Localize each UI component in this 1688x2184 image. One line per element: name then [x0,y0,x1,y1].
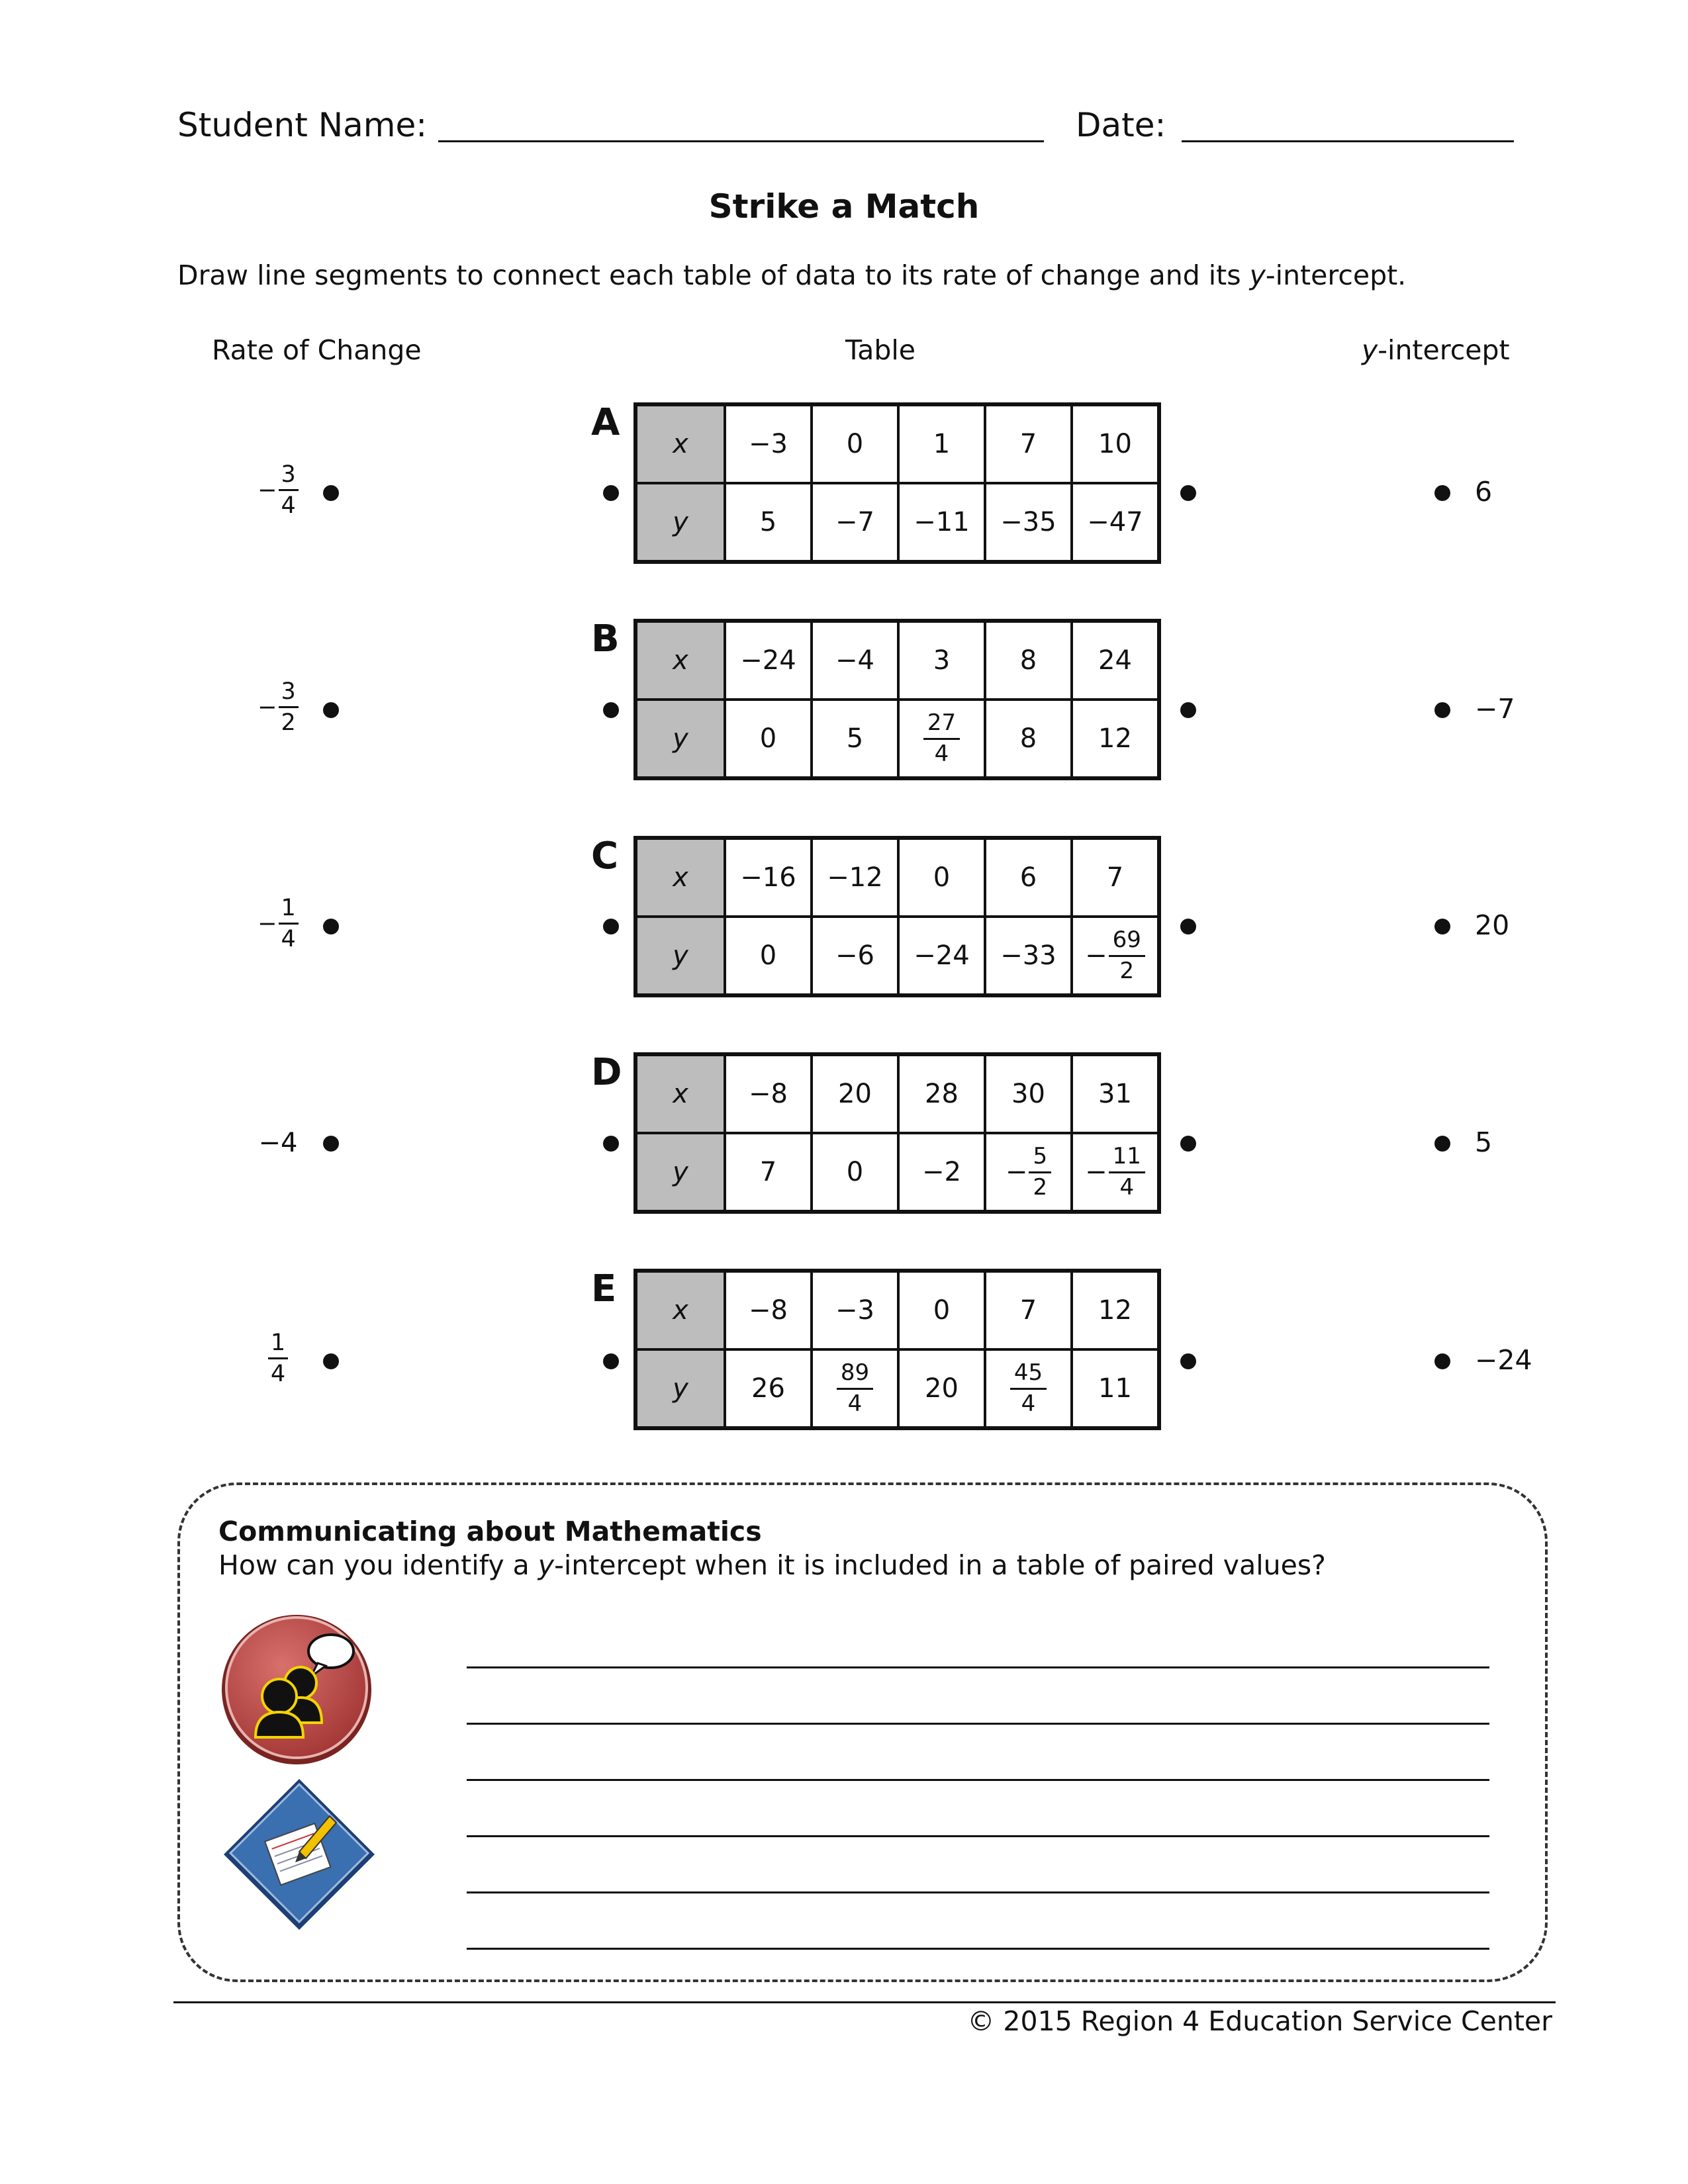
x-header-cell: x [635,404,725,483]
x-header-cell: x [635,838,725,917]
table-cell: −47 [1072,483,1159,562]
table-cell: −24 [898,917,985,995]
rate-of-change-value: − $\frac{3}{2}$ [245,678,311,737]
table-cell: 5 [725,483,812,562]
table-cell: −3 [725,404,812,483]
rate-of-change-value: − $\frac{3}{4}$ [245,461,311,520]
table-cell: −8 [725,1271,812,1349]
table-cell: 24 [1072,621,1159,700]
table-cell: $\frac{45}{4}$ [985,1349,1072,1428]
table-cell: −4 [812,621,898,700]
y-row [635,917,1159,995]
y-row [635,1349,1159,1428]
data-table [633,1052,1161,1214]
table-left-dot[interactable] [603,1136,619,1152]
table-cell: 7 [1072,838,1159,917]
table-cell: − $\frac{11}{4}$ [1072,1133,1159,1212]
answer-line-1[interactable] [467,1666,1489,1668]
y-header-cell: y [635,1349,725,1428]
y-row [635,483,1159,562]
table-cell: 3 [898,621,985,700]
rate-dot[interactable] [323,919,339,934]
communicating-title: Communicating about Mathematics [218,1516,762,1547]
rate-column-header: Rate of Change [212,334,422,366]
table-cell: − $\frac{69}{2}$ [1072,917,1159,995]
date-line[interactable] [1182,140,1514,142]
table-cell: 20 [812,1054,898,1133]
table-right-dot[interactable] [1180,1136,1196,1152]
instructions: Draw line segments to connect each table of data to its rate of change and its y-intercept. [177,259,1407,291]
page-title: Strike a Match [708,187,980,226]
discussion-icon [218,1612,381,1770]
y-row [635,1133,1159,1212]
x-row [635,1054,1159,1133]
table-cell: 6 [985,838,1072,917]
date-label: Date: [1076,106,1166,144]
rate-dot[interactable] [323,1353,339,1369]
footer-rule [173,2001,1556,2003]
table-cell: 30 [985,1054,1072,1133]
answer-line-3[interactable] [467,1779,1489,1781]
table-left-dot[interactable] [603,485,619,501]
table-cell: 12 [1072,700,1159,778]
x-row [635,1271,1159,1349]
rate-dot[interactable] [323,702,339,718]
table-right-dot[interactable] [1180,1353,1196,1369]
yint-dot[interactable] [1434,1353,1450,1369]
table-column-header: Table [845,334,916,366]
table-right-dot[interactable] [1180,702,1196,718]
rate-dot[interactable] [323,485,339,501]
table-cell: −7 [812,483,898,562]
table-right-dot[interactable] [1180,919,1196,934]
table-cell: −6 [812,917,898,995]
table-cell: −11 [898,483,985,562]
answer-line-6[interactable] [467,1948,1489,1950]
rate-of-change-value: − $\frac{1}{4}$ [245,895,311,953]
table-right-dot[interactable] [1180,485,1196,501]
y-intercept-value: −7 [1475,693,1515,725]
data-table [633,402,1161,564]
data-table [633,1269,1161,1430]
table-cell: 8 [985,621,1072,700]
answer-line-2[interactable] [467,1723,1489,1725]
y-header-cell: y [635,1133,725,1212]
y-header-cell: y [635,483,725,562]
rate-of-change-value: $\frac{1}{4}$ [245,1330,311,1388]
x-header-cell: x [635,1054,725,1133]
y-intercept-value: −24 [1475,1344,1532,1376]
table-left-dot[interactable] [603,919,619,934]
table-cell: 26 [725,1349,812,1428]
table-cell: 7 [725,1133,812,1212]
y-header-cell: y [635,917,725,995]
x-row [635,404,1159,483]
rate-dot[interactable] [323,1136,339,1152]
y-intercept-value: 6 [1475,476,1493,508]
data-table [633,836,1161,997]
data-table [633,619,1161,780]
table-cell: $\frac{89}{4}$ [812,1349,898,1428]
table-cell: $\frac{27}{4}$ [898,700,985,778]
table-cell: 28 [898,1054,985,1133]
table-cell: −24 [725,621,812,700]
y-row [635,700,1159,778]
table-cell: 5 [812,700,898,778]
table-cell: 0 [812,404,898,483]
table-cell: 1 [898,404,985,483]
table-cell: 8 [985,700,1072,778]
x-header-cell: x [635,621,725,700]
x-row [635,621,1159,700]
table-letter: E [591,1267,617,1310]
table-cell: 31 [1072,1054,1159,1133]
table-cell: 10 [1072,404,1159,483]
yint-dot[interactable] [1434,485,1450,501]
x-header-cell: x [635,1271,725,1349]
table-cell: −3 [812,1271,898,1349]
table-letter: A [591,401,620,444]
table-cell: − $\frac{5}{2}$ [985,1133,1072,1212]
table-cell: 11 [1072,1349,1159,1428]
student-name-line[interactable] [438,140,1044,142]
yint-dot[interactable] [1434,702,1450,718]
table-cell: 0 [725,917,812,995]
copyright: © 2015 Region 4 Education Service Center [967,2005,1552,2037]
writing-icon [218,1774,381,1936]
table-cell: −33 [985,917,1072,995]
table-cell: −16 [725,838,812,917]
table-cell: −8 [725,1054,812,1133]
table-letter: D [591,1051,622,1094]
yint-column-header: y-intercept [1362,334,1510,366]
x-row [635,838,1159,917]
table-cell: 0 [898,1271,985,1349]
y-header-cell: y [635,700,725,778]
table-left-dot[interactable] [603,1353,619,1369]
answer-line-5[interactable] [467,1891,1489,1893]
yint-dot[interactable] [1434,919,1450,934]
y-intercept-value: 5 [1475,1126,1493,1158]
table-cell: 7 [985,404,1072,483]
rate-of-change-value: −4 [258,1128,298,1158]
y-intercept-value: 20 [1475,909,1510,941]
table-cell: 0 [725,700,812,778]
table-cell: 0 [812,1133,898,1212]
table-cell: 0 [898,838,985,917]
table-cell: −35 [985,483,1072,562]
table-cell: −12 [812,838,898,917]
yint-dot[interactable] [1434,1136,1450,1152]
table-left-dot[interactable] [603,702,619,718]
table-letter: C [591,835,619,878]
table-cell: 7 [985,1271,1072,1349]
communicating-question: How can you identify a y-intercept when it is included in a table of paired values? [218,1549,1326,1581]
table-cell: 12 [1072,1271,1159,1349]
table-cell: −2 [898,1133,985,1212]
student-name-label: Student Name: [177,106,428,144]
table-letter: B [591,617,620,660]
table-cell: 20 [898,1349,985,1428]
answer-line-4[interactable] [467,1835,1489,1837]
